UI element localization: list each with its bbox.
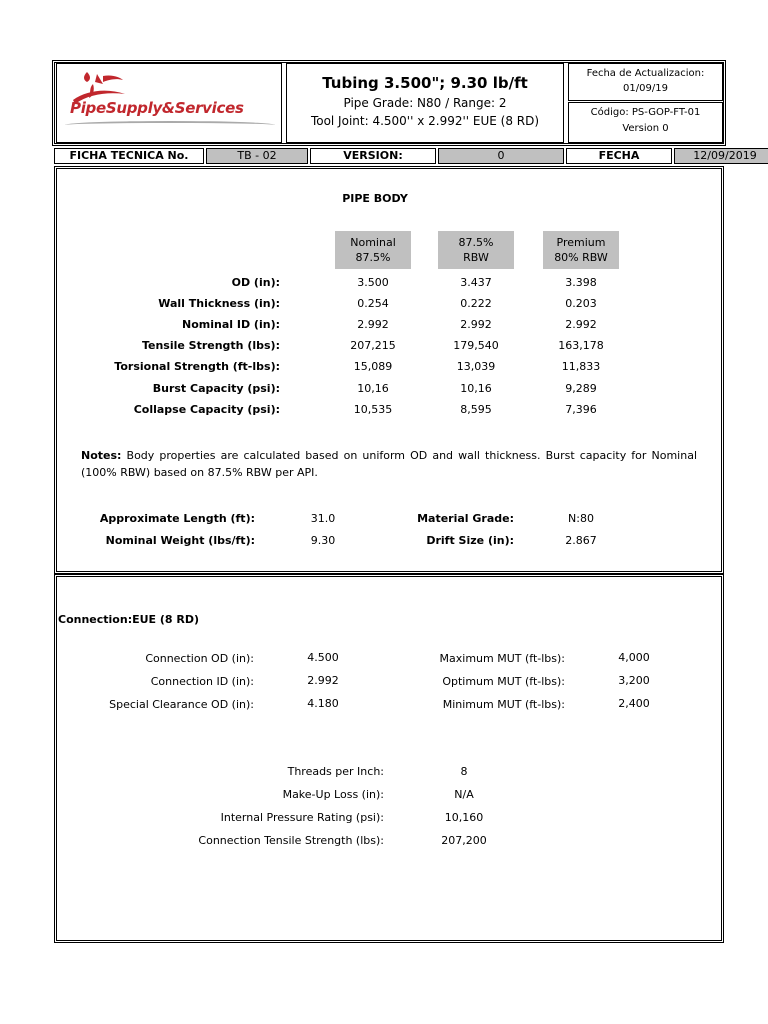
row-value: 2.992 — [460, 318, 492, 331]
tool-joint: Tool Joint: 4.500'' x 2.992'' EUE (8 RD) — [310, 114, 540, 128]
row-value: 10,16 — [460, 382, 492, 395]
connection-label: Internal Pressure Rating (psi): — [220, 811, 384, 824]
logo-swoosh — [65, 121, 275, 129]
row-value: 10,16 — [357, 382, 389, 395]
row-label: Wall Thickness (in): — [158, 297, 280, 310]
row-label: Torsional Strength (ft-lbs): — [114, 360, 280, 373]
row-value: 2.992 — [357, 318, 389, 331]
info-bar — [54, 148, 757, 165]
code-box — [568, 102, 723, 143]
fecha-label: FECHA — [566, 148, 672, 164]
update-date: 01/09/19 — [623, 83, 668, 94]
row-value: 3.398 — [565, 276, 597, 289]
material-grade-value: N:80 — [568, 512, 594, 525]
connection-value: 8 — [460, 765, 468, 778]
pipe-body-title: PIPE BODY — [342, 192, 408, 205]
column-header-line: Nominal — [350, 236, 396, 249]
ficha-label: FICHA TECNICA No. — [54, 148, 204, 164]
fecha-value: 12/09/2019 — [674, 148, 768, 164]
connection-label: Connection OD (in): — [145, 652, 254, 665]
version-value: 0 — [438, 148, 564, 164]
row-label: OD (in): — [231, 276, 280, 289]
row-label: Collapse Capacity (psi): — [133, 403, 280, 416]
column-header-line: 87.5% — [355, 251, 391, 264]
connection-value: 3,200 — [618, 674, 650, 687]
column-header-line: 80% RBW — [554, 251, 608, 264]
row-value: 11,833 — [561, 360, 601, 373]
notes-text-2: (100% RBW) based on 87.5% RBW per API. — [81, 466, 318, 479]
connection-label: Special Clearance OD (in): — [109, 698, 254, 711]
nominal-weight-value: 9.30 — [310, 534, 336, 547]
connection-label: Make-Up Loss (in): — [282, 788, 384, 801]
document-code: Código: PS-GOP-FT-01 — [590, 107, 701, 118]
drift-size-value: 2.867 — [565, 534, 597, 547]
row-label: Nominal ID (in): — [182, 318, 280, 331]
connection-title: Connection:EUE (8 RD) — [58, 613, 200, 626]
notes-text-1: Body properties are calculated based on uniform OD and wall thickness. Burst capacity for Nominal — [126, 449, 697, 462]
logo-box — [56, 63, 282, 143]
row-value: 8,595 — [460, 403, 492, 416]
connection-label: Threads per Inch: — [287, 765, 384, 778]
connection-value: 4.180 — [307, 697, 339, 710]
material-grade-label: Material Grade: — [417, 512, 514, 525]
document-title: Tubing 3.500"; 9.30 lb/ft — [322, 74, 528, 92]
ficha-value: TB - 02 — [206, 148, 308, 164]
connection-label: Connection Tensile Strength (lbs): — [198, 834, 384, 847]
connection-value: 4,000 — [618, 651, 650, 664]
connection-section — [54, 574, 724, 943]
notes-label: Notes: — [81, 449, 122, 462]
drift-size-label: Drift Size (in): — [426, 534, 514, 547]
notes-line-1 — [81, 447, 697, 464]
document-version: Version 0 — [622, 123, 669, 134]
row-value: 207,215 — [350, 339, 396, 352]
row-value: 15,089 — [353, 360, 393, 373]
column-header-line: Premium — [556, 236, 606, 249]
connection-value: 10,160 — [444, 811, 484, 824]
row-value: 163,178 — [558, 339, 604, 352]
connection-value: N/A — [454, 788, 474, 801]
row-value: 2.992 — [565, 318, 597, 331]
approx-length-value: 31.0 — [310, 512, 336, 525]
row-value: 3.437 — [460, 276, 492, 289]
connection-label: Connection ID (in): — [150, 675, 254, 688]
row-value: 10,535 — [353, 403, 393, 416]
connection-label: Minimum MUT (ft-lbs): — [442, 698, 565, 711]
row-value: 9,289 — [565, 382, 597, 395]
row-value: 179,540 — [453, 339, 499, 352]
update-label: Fecha de Actualizacion: — [586, 68, 705, 79]
column-header-rbw — [438, 231, 514, 269]
approx-length-label: Approximate Length (ft): — [99, 512, 255, 525]
row-label: Tensile Strength (lbs): — [141, 339, 280, 352]
update-box — [568, 63, 723, 101]
pipe-grade: Pipe Grade: N80 / Range: 2 — [343, 96, 507, 110]
column-header-line: 87.5% — [458, 236, 494, 249]
connection-value: 2,400 — [618, 697, 650, 710]
connection-label: Optimum MUT (ft-lbs): — [442, 675, 565, 688]
connection-value: 4.500 — [307, 651, 339, 664]
row-value: 0.254 — [357, 297, 389, 310]
row-value: 13,039 — [456, 360, 496, 373]
connection-label: Maximum MUT (ft-lbs): — [439, 652, 565, 665]
row-label: Burst Capacity (psi): — [152, 382, 280, 395]
nominal-weight-label: Nominal Weight (lbs/ft): — [105, 534, 255, 547]
row-value: 7,396 — [565, 403, 597, 416]
connection-value: 2.992 — [307, 674, 339, 687]
row-value: 0.222 — [460, 297, 492, 310]
logo-text: PipeSupply&Services — [70, 99, 244, 117]
notes — [81, 447, 697, 481]
row-value: 3.500 — [357, 276, 389, 289]
column-header-premium — [543, 231, 619, 269]
column-header-nominal — [335, 231, 411, 269]
row-value: 0.203 — [565, 297, 597, 310]
title-box — [286, 63, 564, 143]
column-header-line: RBW — [463, 251, 489, 264]
connection-value: 207,200 — [441, 834, 487, 847]
version-label: VERSION: — [310, 148, 436, 164]
